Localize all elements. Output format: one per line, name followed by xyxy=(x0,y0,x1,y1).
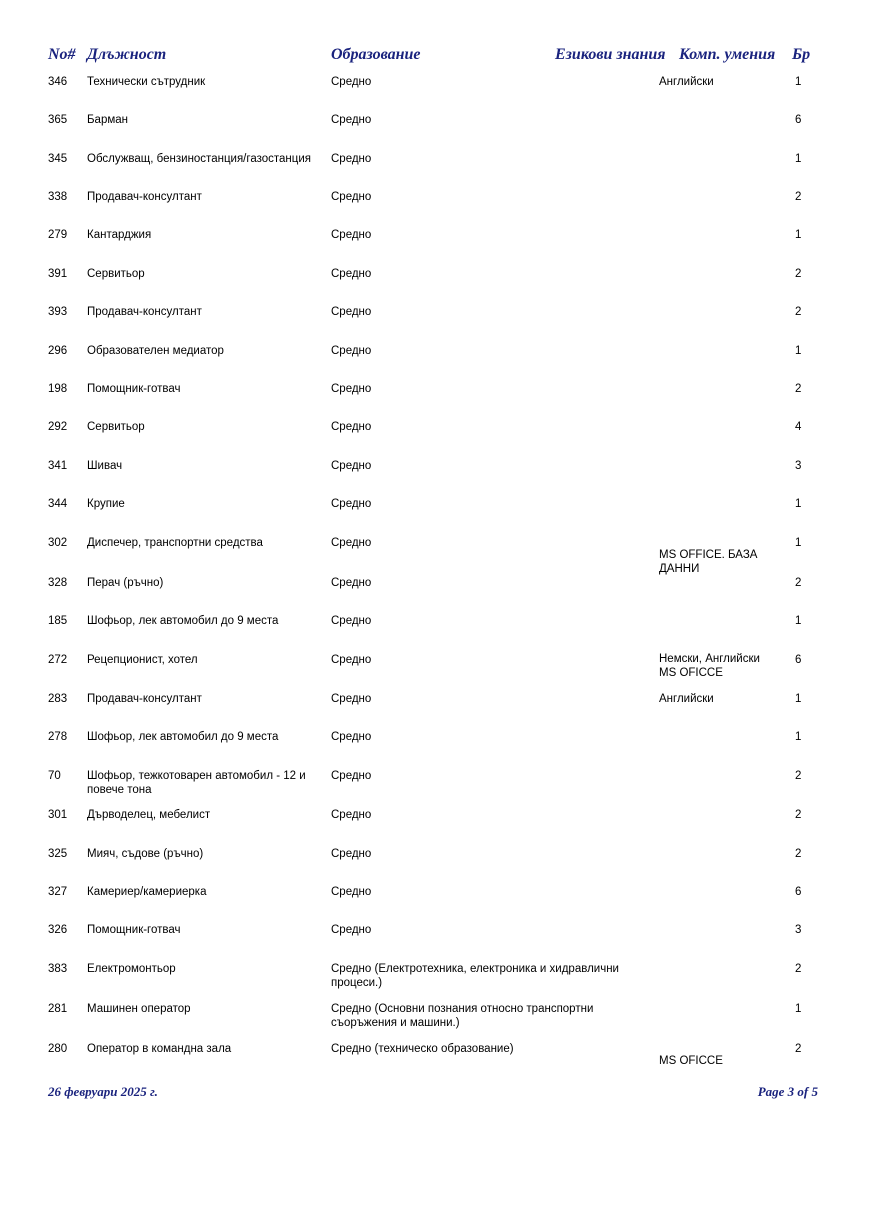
cell-education: Средно (Електротехника, електроника и хидравлични процеси.) xyxy=(331,963,619,989)
cell-position: Образователен медиатор xyxy=(87,345,224,357)
cell-no: 185 xyxy=(48,615,68,627)
cell-position: Шивач xyxy=(87,460,123,472)
footer-page-number: Page 3 of 5 xyxy=(757,1084,818,1099)
cell-position: Крупие xyxy=(87,498,125,510)
cell-no: 301 xyxy=(48,809,68,821)
cell-position: Кантарджия xyxy=(87,229,152,241)
cell-count: 1 xyxy=(795,76,802,88)
cell-count: 2 xyxy=(795,191,802,203)
cell-position: Шофьор, лек автомобил до 9 места xyxy=(87,615,279,627)
cell-position: Машинен оператор xyxy=(87,1003,191,1015)
cell-count: 2 xyxy=(795,848,802,860)
cell-position: Сервитьор xyxy=(87,268,145,280)
cell-no: 365 xyxy=(48,114,68,126)
cell-education: Средно (техническо образование) xyxy=(331,1043,514,1055)
cell-education: Средно xyxy=(331,345,372,357)
cell-count: 1 xyxy=(795,693,802,705)
cell-no: 302 xyxy=(48,537,68,549)
cell-count: 2 xyxy=(795,1043,802,1055)
cell-count: 6 xyxy=(795,886,802,898)
cell-count: 1 xyxy=(795,345,802,357)
cell-education: Средно xyxy=(331,809,372,821)
cell-position: Дърводелец, мебелист xyxy=(87,809,211,821)
cell-position: Продавач-консултант xyxy=(87,191,202,203)
cell-position: Рецепционист, хотел xyxy=(87,654,198,666)
cell-no: 326 xyxy=(48,924,68,936)
cell-position: Оператор в командна зала xyxy=(87,1043,232,1055)
cell-position: Камериер/камериерка xyxy=(87,886,207,898)
cell-no: 345 xyxy=(48,153,68,165)
cell-no: 344 xyxy=(48,498,68,510)
cell-count: 6 xyxy=(795,114,802,126)
cell-education: Средно xyxy=(331,848,372,860)
cell-position: Шофьор, лек автомобил до 9 места xyxy=(87,731,279,743)
cell-count: 2 xyxy=(795,770,802,782)
cell-education: Средно xyxy=(331,731,372,743)
cell-position: Електромонтьор xyxy=(87,963,176,975)
header-education: Образование xyxy=(331,46,421,63)
cell-education: Средно xyxy=(331,498,372,510)
cell-count: 3 xyxy=(795,924,802,936)
cell-count: 1 xyxy=(795,229,802,241)
cell-skills: MS OFFICE. БАЗА ДАННИ xyxy=(659,549,758,575)
cell-position: Перач (ръчно) xyxy=(87,577,164,589)
cell-education: Средно (Основни познания относно транспортни съоръжения и машини.) xyxy=(331,1003,594,1029)
cell-count: 2 xyxy=(795,809,802,821)
cell-no: 328 xyxy=(48,577,68,589)
cell-count: 4 xyxy=(795,421,802,433)
cell-position: Продавач-консултант xyxy=(87,693,202,705)
cell-education: Средно xyxy=(331,460,372,472)
cell-position: Диспечер, транспортни средства xyxy=(87,537,263,549)
cell-count: 3 xyxy=(795,460,802,472)
cell-education: Средно xyxy=(331,654,372,666)
cell-count: 2 xyxy=(795,268,802,280)
header-languages: Езикови знания xyxy=(555,46,666,63)
cell-count: 1 xyxy=(795,153,802,165)
cell-no: 296 xyxy=(48,345,68,357)
cell-no: 278 xyxy=(48,731,68,743)
cell-education: Средно xyxy=(331,191,372,203)
cell-education: Средно xyxy=(331,693,372,705)
cell-no: 198 xyxy=(48,383,68,395)
cell-position: Обслужващ, бензиностанция/газостанция xyxy=(87,153,311,165)
cell-no: 283 xyxy=(48,693,68,705)
cell-education: Средно xyxy=(331,383,372,395)
cell-count: 2 xyxy=(795,306,802,318)
cell-education: Средно xyxy=(331,114,372,126)
cell-education: Средно xyxy=(331,577,372,589)
cell-position: Помощник-готвач xyxy=(87,383,181,395)
cell-count: 1 xyxy=(795,498,802,510)
cell-position: Продавач-консултант xyxy=(87,306,202,318)
cell-count: 1 xyxy=(795,537,802,549)
cell-no: 272 xyxy=(48,654,68,666)
cell-no: 341 xyxy=(48,460,68,472)
cell-no: 391 xyxy=(48,268,68,280)
cell-count: 2 xyxy=(795,383,802,395)
cell-no: 70 xyxy=(48,770,61,782)
cell-education: Средно xyxy=(331,268,372,280)
cell-position: Шофьор, тежкотоварен автомобил - 12 и повече тона xyxy=(87,770,306,796)
cell-no: 280 xyxy=(48,1043,68,1055)
cell-skills: MS OFICCE xyxy=(659,1055,723,1067)
cell-skills: Английски xyxy=(659,693,714,705)
header-position: Длъжност xyxy=(87,46,167,63)
cell-education: Средно xyxy=(331,770,372,782)
cell-no: 383 xyxy=(48,963,68,975)
cell-position: Помощник-готвач xyxy=(87,924,181,936)
cell-no: 393 xyxy=(48,306,68,318)
cell-skills: Английски xyxy=(659,76,714,88)
cell-education: Средно xyxy=(331,421,372,433)
header-no: No# xyxy=(48,46,76,63)
cell-no: 281 xyxy=(48,1003,68,1015)
cell-no: 338 xyxy=(48,191,68,203)
cell-count: 2 xyxy=(795,963,802,975)
cell-education: Средно xyxy=(331,924,372,936)
cell-position: Мияч, съдове (ръчно) xyxy=(87,848,204,860)
cell-education: Средно xyxy=(331,153,372,165)
cell-no: 279 xyxy=(48,229,68,241)
cell-count: 1 xyxy=(795,731,802,743)
cell-no: 292 xyxy=(48,421,68,433)
cell-no: 346 xyxy=(48,76,68,88)
cell-count: 1 xyxy=(795,1003,802,1015)
cell-education: Средно xyxy=(331,886,372,898)
cell-education: Средно xyxy=(331,615,372,627)
cell-count: 2 xyxy=(795,577,802,589)
cell-education: Средно xyxy=(331,537,372,549)
cell-education: Средно xyxy=(331,229,372,241)
cell-no: 327 xyxy=(48,886,68,898)
header-computer-skills: Комп. умения xyxy=(679,46,776,63)
cell-position: Барман xyxy=(87,114,128,126)
cell-count: 6 xyxy=(795,654,802,666)
cell-position: Сервитьор xyxy=(87,421,145,433)
cell-count: 1 xyxy=(795,615,802,627)
cell-education: Средно xyxy=(331,76,372,88)
cell-education: Средно xyxy=(331,306,372,318)
cell-position: Технически сътрудник xyxy=(87,76,206,88)
cell-no: 325 xyxy=(48,848,68,860)
header-count: Бр xyxy=(792,46,811,63)
footer-date: 26 февруари 2025 г. xyxy=(48,1084,158,1099)
cell-skills: Немски, Английски MS OFICCE xyxy=(659,653,760,679)
